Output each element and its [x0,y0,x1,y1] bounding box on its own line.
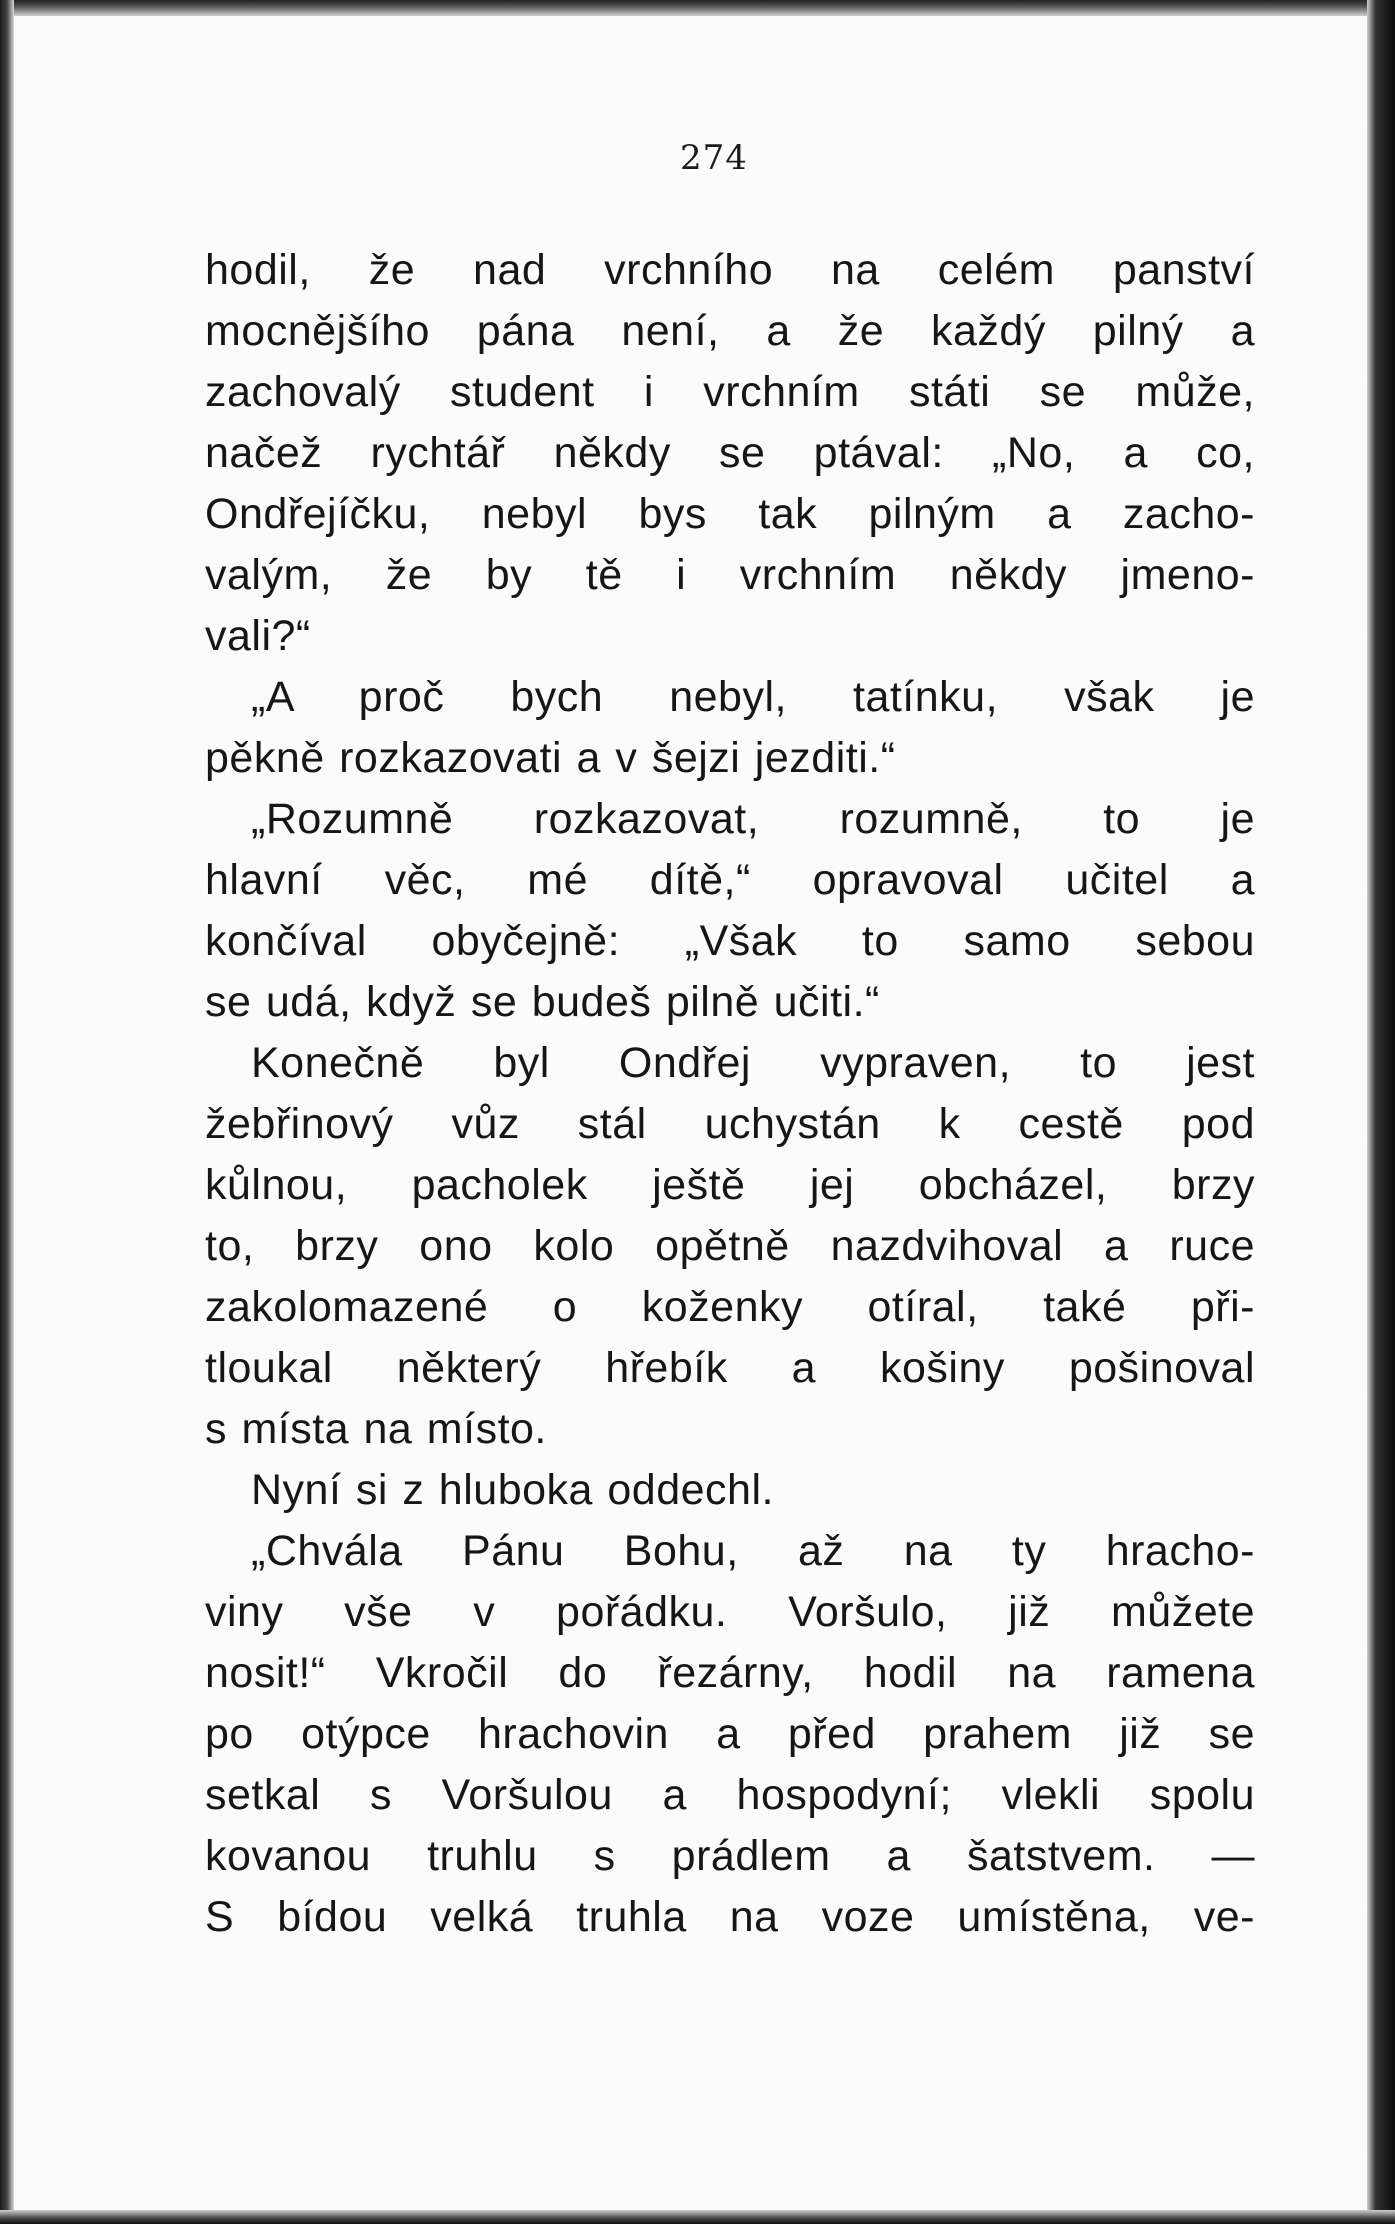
text-line: po otýpce hrachovin a před prahem již se [205,1710,1255,1758]
text-line: mocnějšího pána není, a že každý pilný a [205,307,1255,355]
text-line: hlavní věc, mé dítě,“ opravoval učitel a [205,856,1255,904]
page-number: 274 [680,138,748,178]
text-line: kůlnou, pacholek ještě jej obcházel, brzy [205,1161,1255,1209]
text-line: nosit!“ Vkročil do řezárny, hodil na ramena [205,1649,1255,1697]
text-line: S bídou velká truhla na voze umístěna, ve- [205,1893,1255,1941]
text-line: končíval obyčejně: „Však to samo sebou [205,917,1255,965]
scan-edge-right [1367,0,1395,2224]
text-line: žebřinový vůz stál uchystán k cestě pod [205,1100,1255,1148]
text-line: s místa na místo. [205,1405,547,1453]
text-line: zakolomazené o koženky otíral, také při- [205,1283,1255,1331]
text-line: „Rozumně rozkazovat, rozumně, to je [251,795,1255,843]
text-line: hodil, že nad vrchního na celém panství [205,246,1255,294]
body-text [205,240,1255,1948]
text-line: Konečně byl Ondřej vypraven, to jest [251,1039,1255,1087]
text-line: valým, že by tě i vrchním někdy jmeno- [205,551,1255,599]
text-line: to, brzy ono kolo opětně nazdvihoval a ruce [205,1222,1255,1270]
text-line: Nyní si z hluboka oddechl. [251,1466,774,1514]
text-line: se udá, když se budeš pilně učiti.“ [205,978,880,1026]
scan-edge-bottom [0,2210,1395,2224]
text-line: kovanou truhlu s prádlem a šatstvem. — [205,1832,1255,1880]
text-line: setkal s Voršulou a hospodyní; vlekli spolu [205,1771,1255,1819]
text-line: zachovalý student i vrchním státi se může, [205,368,1255,416]
text-line: „A proč bych nebyl, tatínku, však je [251,673,1255,721]
scan-edge-left [0,0,14,2224]
text-line: pěkně rozkazovati a v šejzi jezditi.“ [205,734,896,782]
text-line: načež rychtář někdy se ptával: „No, a co, [205,429,1255,477]
text-line: Ondřejíčku, nebyl bys tak pilným a zacho- [205,490,1255,538]
scan-edge-top [0,0,1395,16]
text-line: viny vše v pořádku. Voršulo, již můžete [205,1588,1255,1636]
text-line: vali?“ [205,612,311,660]
text-line: „Chvála Pánu Bohu, až na ty hracho- [251,1527,1255,1575]
text-line: tloukal některý hřebík a košiny pošinoval [205,1344,1255,1392]
